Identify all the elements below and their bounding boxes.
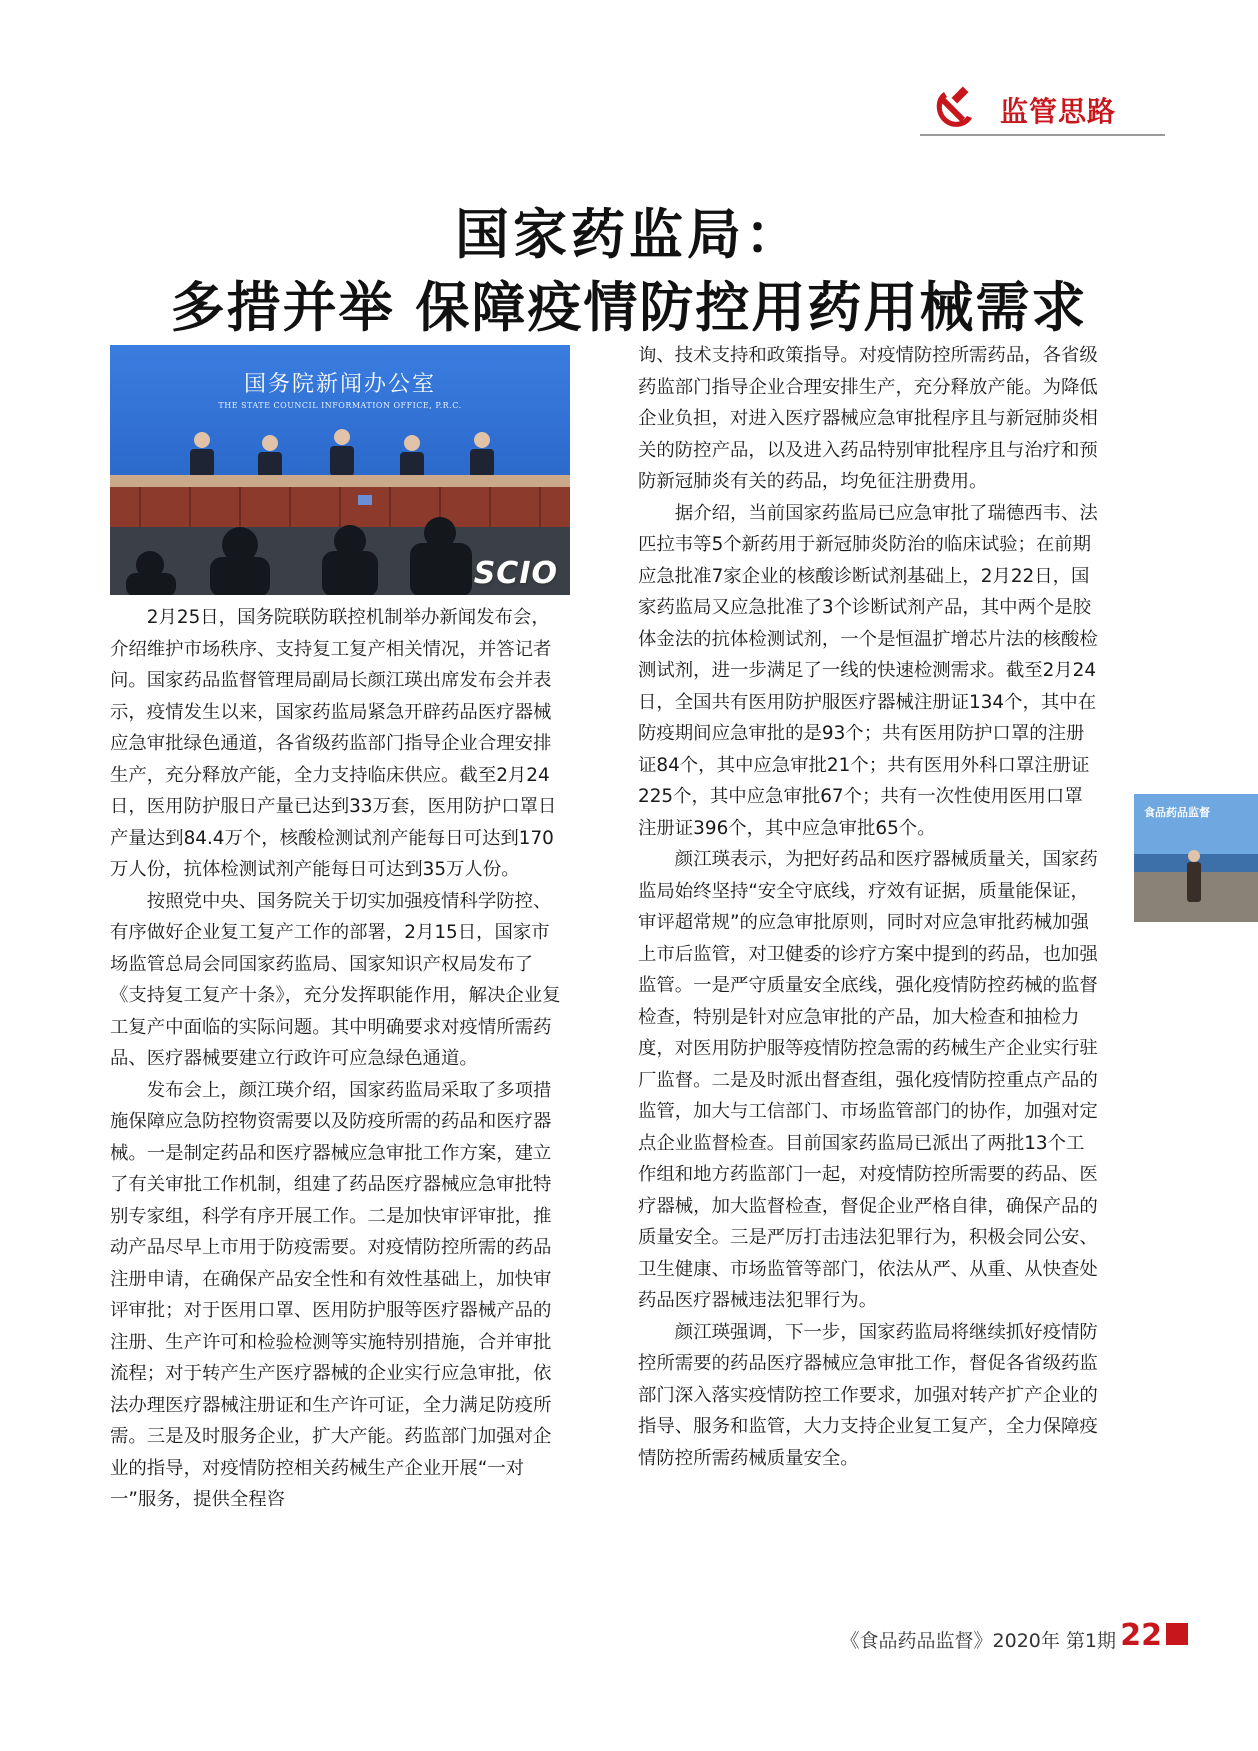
thumbnail-title: 食品药品监督 — [1144, 806, 1210, 819]
magazine-cover-thumbnail — [1134, 794, 1258, 922]
banner-english: THE STATE COUNCIL INFORMATION OFFICE, P.R.C. — [218, 401, 462, 410]
paragraph: 颜江瑛强调，下一步，国家药监局将继续抓好疫情防控所需要的药品医疗器械应急审批工作，督促各省级药监部门深入落实疫情防控工作要求，加强对转产扩产企业的指导、服务和监管，大力支持企业复工复产，全力保障疫情防控所需药械质量安全。 — [638, 1321, 1098, 1469]
paragraph-continuation: 询、技术支持和政策指导。对疫情防控所需药品，各省级药监部门指导企业合理安排生产，充分释放产能。为降低企业负担，对进入医疗器械应急审批程序且与新冠肺炎相关的防控产品，以及进入药品特别审批程序且与治疗和预防新冠肺炎有关的药品，均免征注册费用。 — [638, 345, 1098, 492]
page-number: 22 — [1120, 1618, 1162, 1653]
section-header — [920, 82, 1165, 136]
right-column — [638, 340, 1100, 1474]
hammer-sickle-icon — [930, 86, 976, 132]
paragraph: 据介绍，当前国家药监局已应急审批了瑞德西韦、法匹拉韦等5个新药用于新冠肺炎防治的临床试验；在前期应急批准7家企业的核酸诊断试剂基础上，2月22日，国家药监局又应急批准了3个诊断试剂产品，其中两个是胶体金法的抗体检测试剂，一个是恒温扩增芯片法的核酸检测试剂，进一步满足了一线的快速检测需求。截至2月24日，全国共有医用防护服医疗器械注册证134个，其中在防疫期间应急审批的是93个；共有医用防护口罩的注册证84个，其中应急审批21个；共有医用外科口罩注册证225个，其中应急审批67个；共有一次性使用医用口罩注册证396个，其中应急审批65个。 — [638, 502, 1098, 839]
section-label: 监管思路 — [1000, 95, 1117, 128]
journal-issue: 《食品药品监督》2020年 第1期 — [840, 1630, 1116, 1652]
left-column — [110, 602, 565, 1516]
banner-chinese: 国务院新闻办公室 — [243, 372, 436, 397]
article-subtitle: 多措并举 保障疫情防控用药用械需求 — [170, 275, 1088, 339]
paragraph: 发布会上，颜江瑛介绍，国家药监局采取了多项措施保障应急防控物资需要以及防疫所需的药品和医疗器械。一是制定药品和医疗器械应急审批工作方案，建立了有关审批工作机制，组建了药品医疗器械应急审批特别专家组，科学有序开展工作。二是加快审评审批，推动产品尽早上市用于防疫需要。对疫情防控所需的药品注册申请，在确保产品安全性和有效性基础上，加快审评审批；对于医用口罩、医用防护服等医疗器械产品的注册、生产许可和检验检测等实施特别措施，合并审批流程；对于转产生产医疗器械的企业实行应急审批，依法办理医疗器械注册证和生产许可证，全力满足防疫所需。三是及时服务企业，扩大产能。药监部门加强对企业的指导，对疫情防控相关药械生产企业开展“一对一”服务，提供全程咨 — [110, 1079, 552, 1510]
press-conference-photo — [110, 345, 570, 595]
article-title: 国家药监局： — [455, 202, 803, 266]
paragraph: 2月25日，国务院联防联控机制举办新闻发布会，介绍维护市场秩序、支持复工复产相关情况，并答记者问。国家药品监督管理局副局长颜江瑛出席发布会并表示，疫情发生以来，国家药监局紧急开辟药品医疗器械应急审批绿色通道，各省级药监部门指导企业合理安排生产，充分释放产能，全力支持临床供应。截至2月24日，医用防护服日产量已达到33万套，医用防护口罩日产量达到84.4万个，核酸检测试剂产能每日可达到170万人份，抗体检测试剂产能每日可达到35万人份。 — [110, 607, 557, 880]
paragraph: 按照党中央、国务院关于切实加强疫情科学防控、有序做好企业复工复产工作的部署，2月15日，国家市场监管总局会同国家药监局、国家知识产权局发布了《支持复工复产十条》，充分发挥职能作用，解决企业复工复产中面临的实际问题。其中明确要求对疫情所需药品、医疗器械要建立行政许可应急绿色通道。 — [110, 890, 561, 1069]
page-marker-square — [1166, 1623, 1188, 1645]
scio-watermark: SCIO — [473, 556, 558, 591]
paragraph: 颜江瑛表示，为把好药品和医疗器械质量关，国家药监局始终坚持“安全守底线，疗效有证据，质量能保证，审评超常规”的应急审批原则，同时对应急审批药械加强上市后监管，对卫健委的诊疗方案中提到的药品，也加强监管。一是严守质量安全底线，强化疫情防控药械的监督检查，特别是针对应急审批的产品，加大检查和抽检力度，对医用防护服等疫情防控急需的药械生产企业实行驻厂监督。二是及时派出督查组，强化疫情防控重点产品的监管，加大与工信部门、市场监管部门的协作，加强对定点企业监督检查。目前国家药监局已派出了两批13个工作组和地方药监部门一起，对疫情防控所需要的药品、医疗器械，加大监督检查，督促企业严格自律，确保产品的质量安全。三是严厉打击违法犯罪行为，积极会同公安、卫生健康、市场监管等部门，依法从严、从重、从快查处药品医疗器械违法犯罪行为。 — [638, 849, 1098, 1311]
